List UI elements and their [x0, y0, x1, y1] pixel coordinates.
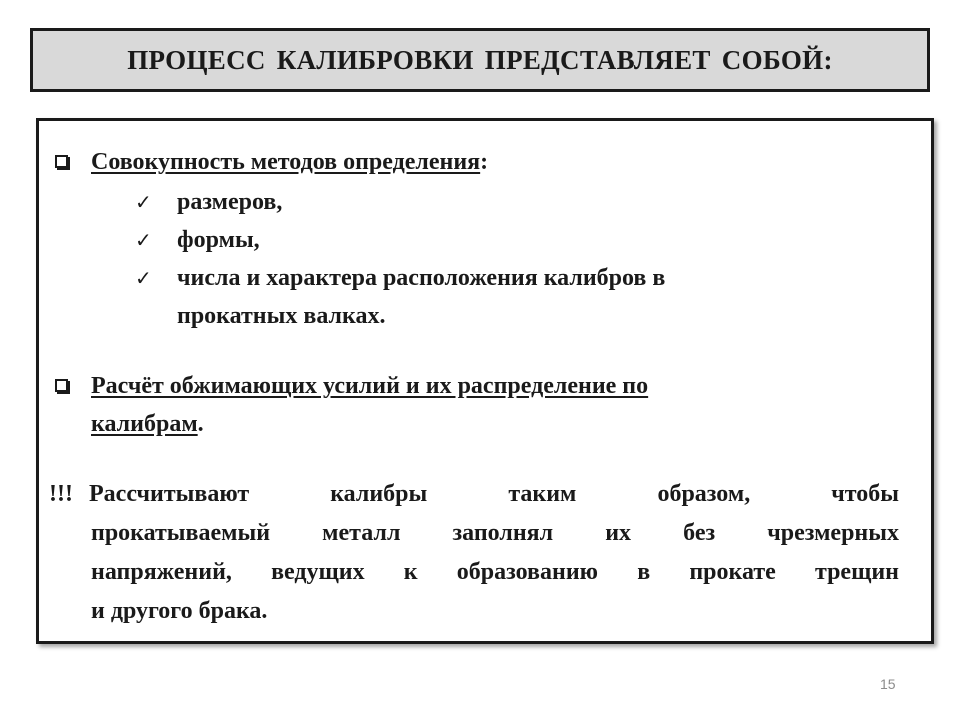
- checkmark-icon: ✓: [135, 228, 152, 252]
- note-line-4: и другого брака.: [91, 598, 268, 624]
- square-bullet-icon: [55, 155, 68, 168]
- section1-item-sizes: размеров,: [177, 189, 283, 215]
- section1-heading: Совокупность методов определения: [91, 149, 481, 175]
- note-marker: !!!: [49, 481, 73, 507]
- square-bullet-icon: [55, 379, 68, 392]
- section1-heading-colon: :: [480, 149, 489, 175]
- title-box: [30, 28, 930, 92]
- checkmark-icon: ✓: [135, 266, 152, 290]
- section2-period: .: [197, 411, 204, 437]
- section2-text-1: Расчёт обжимающих усилий и их распределение по: [91, 373, 649, 399]
- section1-item-number: числа и характера расположения калибров в: [177, 265, 666, 291]
- section2-line1: [91, 371, 648, 401]
- note-line-1: Рассчитывают калибры таким образом, чтобы: [89, 481, 899, 507]
- section1-heading-line: [91, 147, 488, 177]
- checkmark-icon: ✓: [135, 190, 152, 214]
- slide-number: 15: [880, 676, 896, 692]
- section2-text-2: калибрам: [91, 411, 198, 437]
- content-box: [36, 118, 934, 644]
- section1-item-number-cont: прокатных валках.: [177, 303, 386, 329]
- note-line-2: прокатываемый металл заполнял их без чрезмерных: [91, 520, 899, 546]
- section1-item-shape: формы,: [177, 227, 260, 253]
- note-line-3: напряжений, ведущих к образованию в прокате трещин: [91, 559, 899, 585]
- section2-line2: [91, 409, 204, 439]
- slide-title: ПРОЦЕСС КАЛИБРОВКИ ПРЕДСТАВЛЯЕТ СОБОЙ:: [127, 44, 833, 75]
